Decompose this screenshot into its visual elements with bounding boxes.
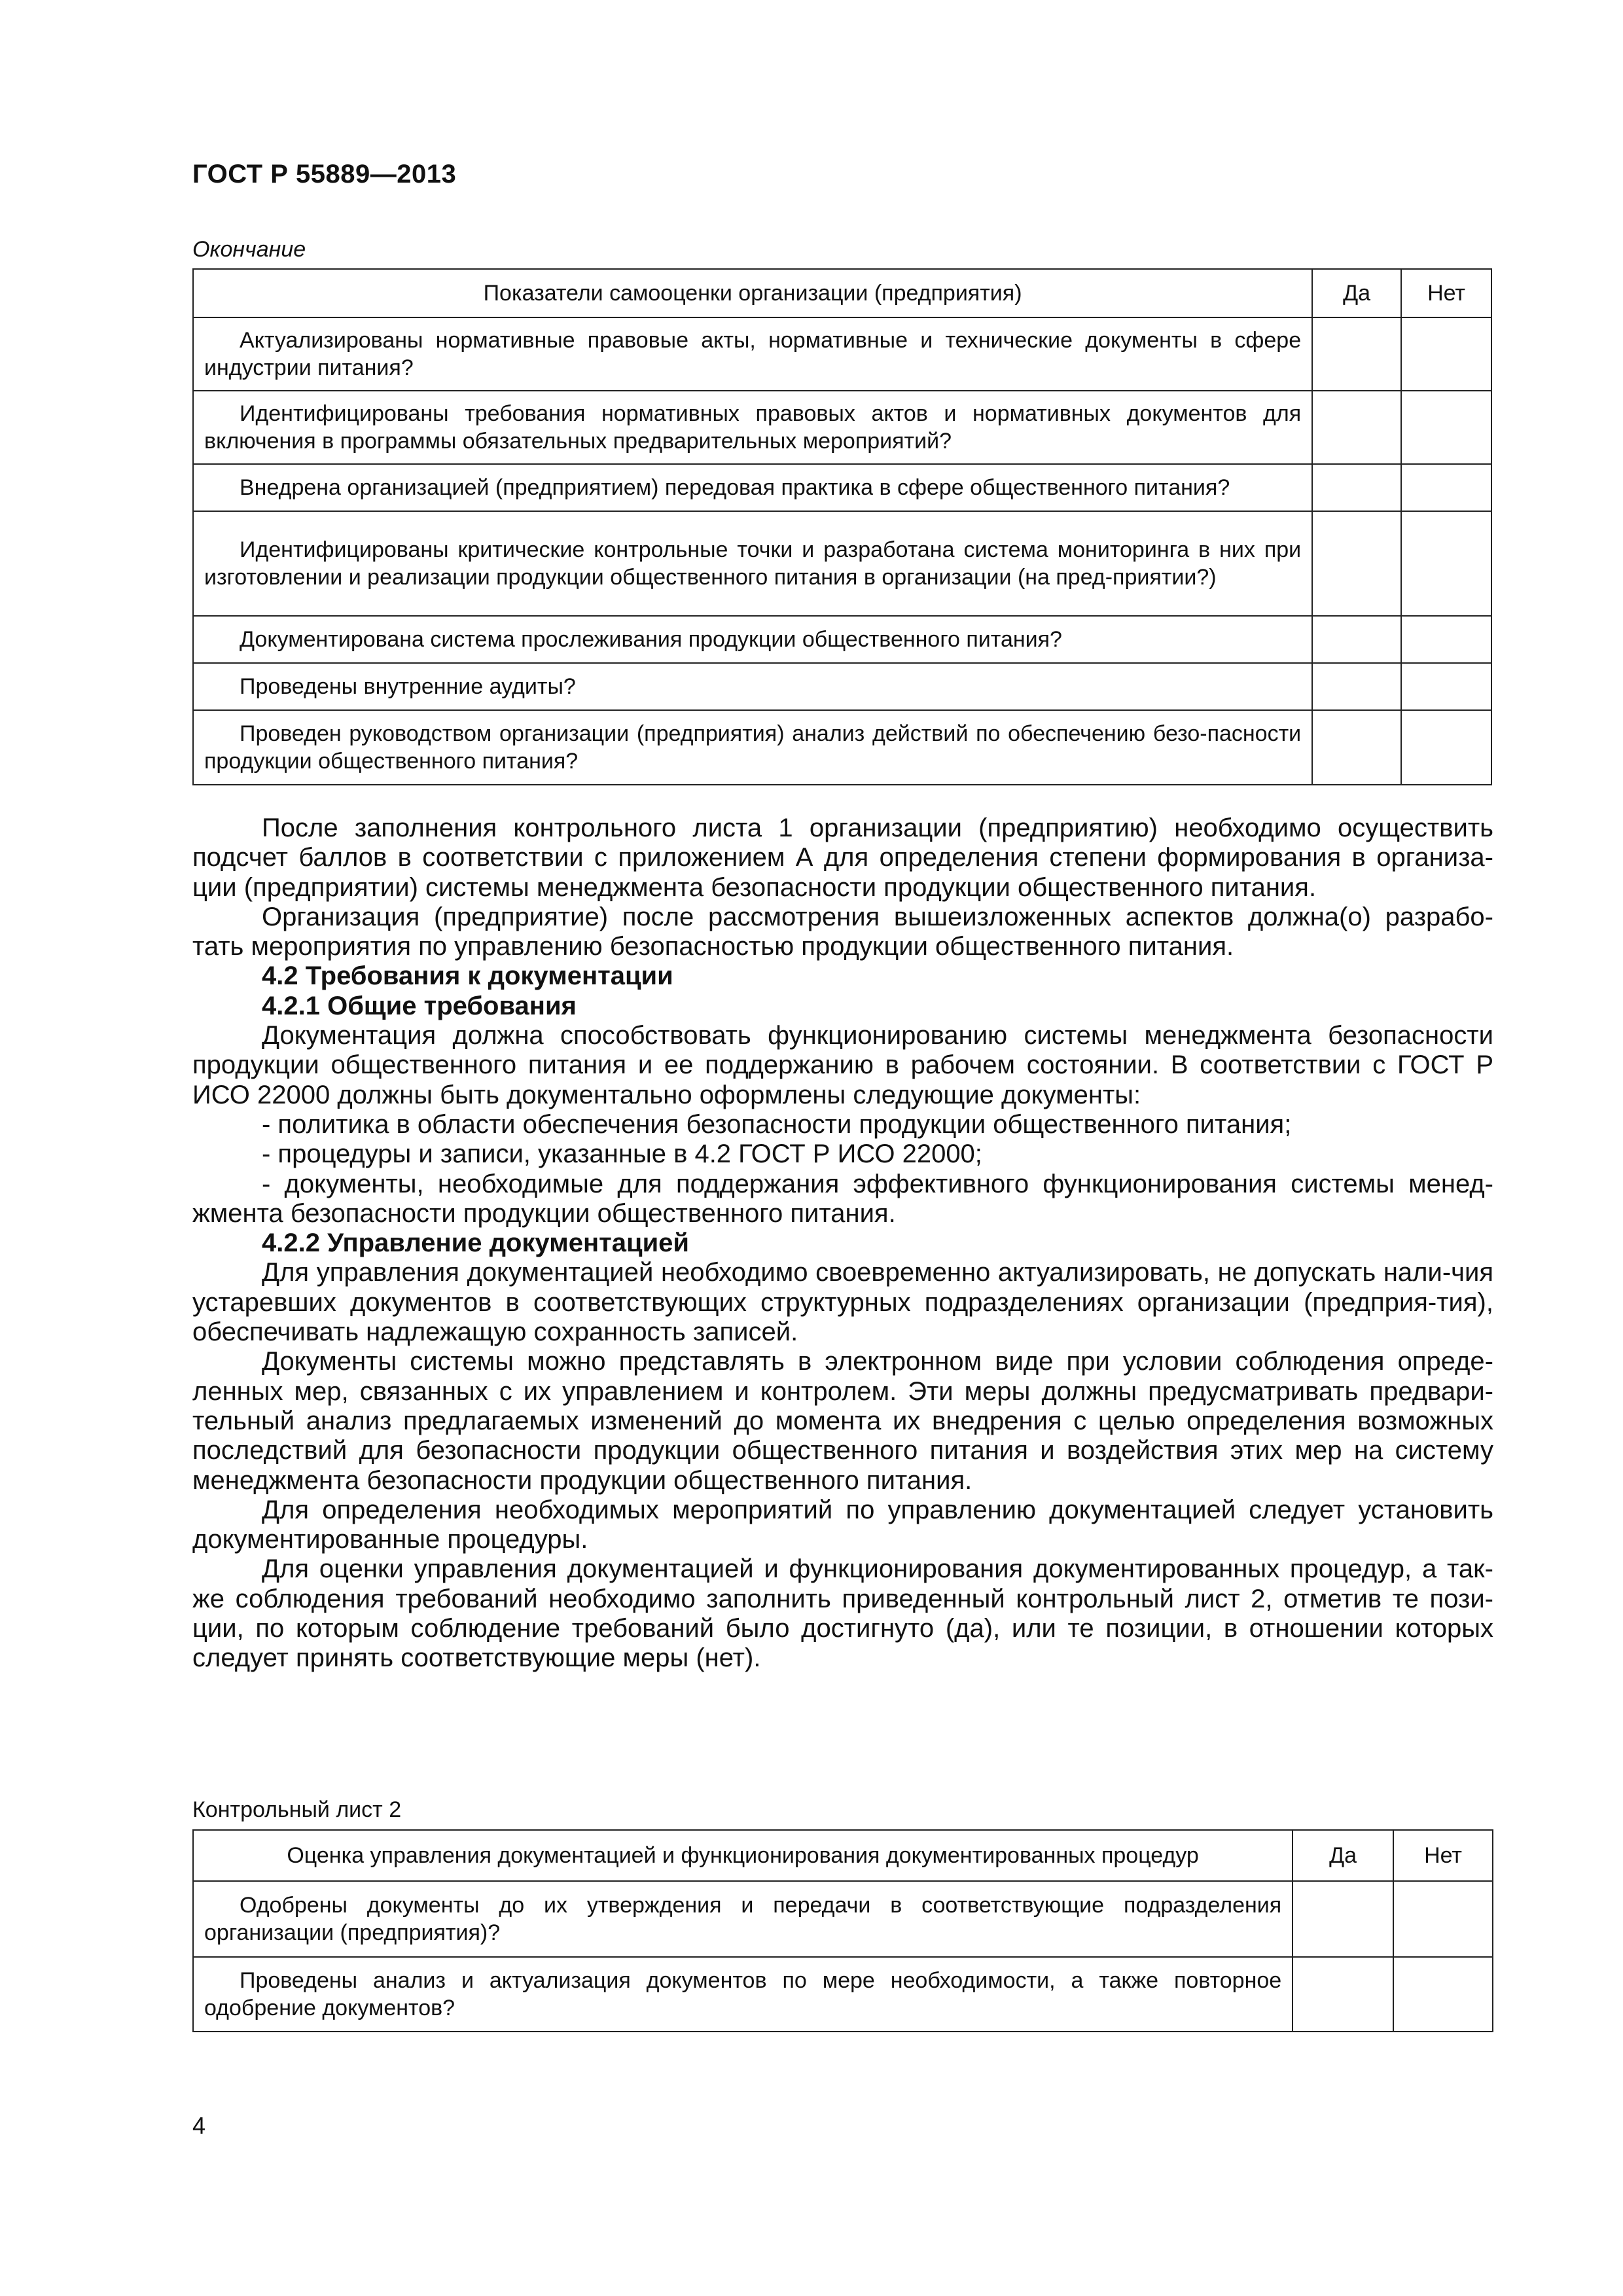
heading-4-2-2: 4.2.2 Управление документацией (262, 1229, 689, 1258)
list-item: - политика в области обеспечения безопасности продукции общественного питания; (262, 1109, 1292, 1139)
table-row (193, 616, 1491, 663)
yes-cell[interactable] (1312, 464, 1401, 511)
heading-4-2: 4.2 Требования к документации (262, 961, 673, 991)
table-row (193, 1881, 1493, 1957)
paragraph: После заполнения контрольного листа 1 организации (предприятию) необходимо осуществить подсчет баллов в соответствии с приложением А для определения степени формирования в организа-ции (предприятии) системы менеджмента безопасности продукции общественного питания. (192, 814, 1493, 902)
col-yes-header: Да (1293, 1830, 1393, 1881)
no-cell[interactable] (1393, 1881, 1493, 1957)
table-row (193, 317, 1491, 391)
question-text: Идентифицированы критические контрольные точки и разработана система мониторинга в них при изготовлении и реализации продукции общественного питания в организации (на пред-приятии?) (204, 537, 1302, 590)
question-text: Внедрена организацией (предприятием) передовая практика в сфере общественного питания? (240, 475, 1230, 500)
question-text: Проведены внутренние аудиты? (240, 674, 576, 699)
table-row (193, 663, 1491, 710)
paragraph: Документация должна способствовать функционированию системы менеджмента безопасности продукции общественного питания и ее поддержанию в рабочем состоянии. В соответствии с ГОСТ Р ИСО 22000 должны быть документально оформлены следующие документы: (192, 1021, 1493, 1109)
col-indicator-header: Показатели самооценки организации (предприятия) (193, 269, 1312, 317)
yes-cell[interactable] (1293, 1881, 1393, 1957)
no-cell[interactable] (1401, 464, 1491, 511)
question-text: Проведен руководством организации (предприятия) анализ действий по обеспечению безо-пасности продукции общественного питания? (204, 721, 1302, 774)
yes-cell[interactable] (1312, 391, 1401, 464)
table-header-row (193, 269, 1491, 317)
paragraph: Для оценки управления документацией и функционирования документированных процедур, а так-же соблюдения требований необходимо заполнить приведенный контрольный лист 2, отметив те пози-ции, по которым соблюдение требований было достигнуто (да), или те позиции, в отношении которых следует принять соответствующие меры (нет). (192, 1554, 1493, 1673)
no-cell[interactable] (1401, 391, 1491, 464)
no-cell[interactable] (1401, 616, 1491, 663)
section-4-2-body (192, 814, 1493, 1674)
table-row (193, 710, 1491, 785)
document-code: ГОСТ Р 55889—2013 (192, 160, 457, 188)
no-cell[interactable] (1401, 317, 1491, 391)
checklist-2-table (192, 1829, 1493, 2032)
table-row (193, 511, 1491, 616)
question-text: Проведены анализ и актуализация документов по мере необходимости, а также повторное одобрение документов? (204, 1968, 1282, 2020)
page-number: 4 (192, 2112, 206, 2139)
heading-4-2-1: 4.2.1 Общие требования (262, 991, 577, 1020)
col-indicator-header: Оценка управления документацией и функционирования документированных процедур (193, 1830, 1293, 1881)
yes-cell[interactable] (1312, 663, 1401, 710)
table-row (193, 464, 1491, 511)
list-item: - документы, необходимые для поддержания эффективного функционирования системы менед-жмента безопасности продукции общественного питания. (192, 1169, 1493, 1228)
col-yes-header: Да (1312, 269, 1401, 317)
no-cell[interactable] (1401, 511, 1491, 616)
yes-cell[interactable] (1312, 317, 1401, 391)
no-cell[interactable] (1393, 1957, 1493, 2032)
question-text: Документирована система прослеживания продукции общественного питания? (240, 627, 1062, 652)
paragraph: Для управления документацией необходимо своевременно актуализировать, не допускать нали-чия устаревших документов в соответствующих структурных подразделениях организации (предприя-тия), обеспечивать надлежащую сохранность записей. (192, 1258, 1493, 1347)
yes-cell[interactable] (1312, 511, 1401, 616)
paragraph: Организация (предприятие) после рассмотрения вышеизложенных аспектов должна(о) разрабо-тать мероприятия по управлению безопасностью продукции общественного питания. (192, 902, 1493, 961)
no-cell[interactable] (1401, 710, 1491, 785)
yes-cell[interactable] (1312, 710, 1401, 785)
question-text: Актуализированы нормативные правовые акты, нормативные и технические документы в сфере индустрии питания? (204, 328, 1302, 380)
list-item: - процедуры и записи, указанные в 4.2 ГОСТ Р ИСО 22000; (262, 1139, 982, 1169)
col-no-header: Нет (1393, 1830, 1493, 1881)
paragraph: Документы системы можно представлять в электронном виде при условии соблюдения опреде-ленных мер, связанных с их управлением и контролем. Эти меры должны предусматривать предвари-тельный анализ предлагаемых изменений до момента их внедрения с целью определения возможных последствий для безопасности продукции общественного питания и воздействия этих мер на систему менеджмента безопасности продукции общественного питания. (192, 1347, 1493, 1495)
table-header-row (193, 1830, 1493, 1881)
yes-cell[interactable] (1293, 1957, 1393, 2032)
question-text: Идентифицированы требования нормативных правовых актов и нормативных документов для включения в программы обязательных предварительных мероприятий? (204, 401, 1302, 454)
table-row (193, 391, 1491, 464)
table1-caption: Окончание (192, 237, 306, 262)
col-no-header: Нет (1401, 269, 1491, 317)
no-cell[interactable] (1401, 663, 1491, 710)
table-row (193, 1957, 1493, 2032)
question-text: Одобрены документы до их утверждения и передачи в соответствующие подразделения организации (предприятия)? (204, 1893, 1282, 1945)
paragraph: Для определения необходимых мероприятий по управлению документацией следует установить документированные процедуры. (192, 1495, 1493, 1554)
table2-caption: Контрольный лист 2 (192, 1797, 402, 1822)
yes-cell[interactable] (1312, 616, 1401, 663)
self-assessment-table (192, 268, 1492, 785)
